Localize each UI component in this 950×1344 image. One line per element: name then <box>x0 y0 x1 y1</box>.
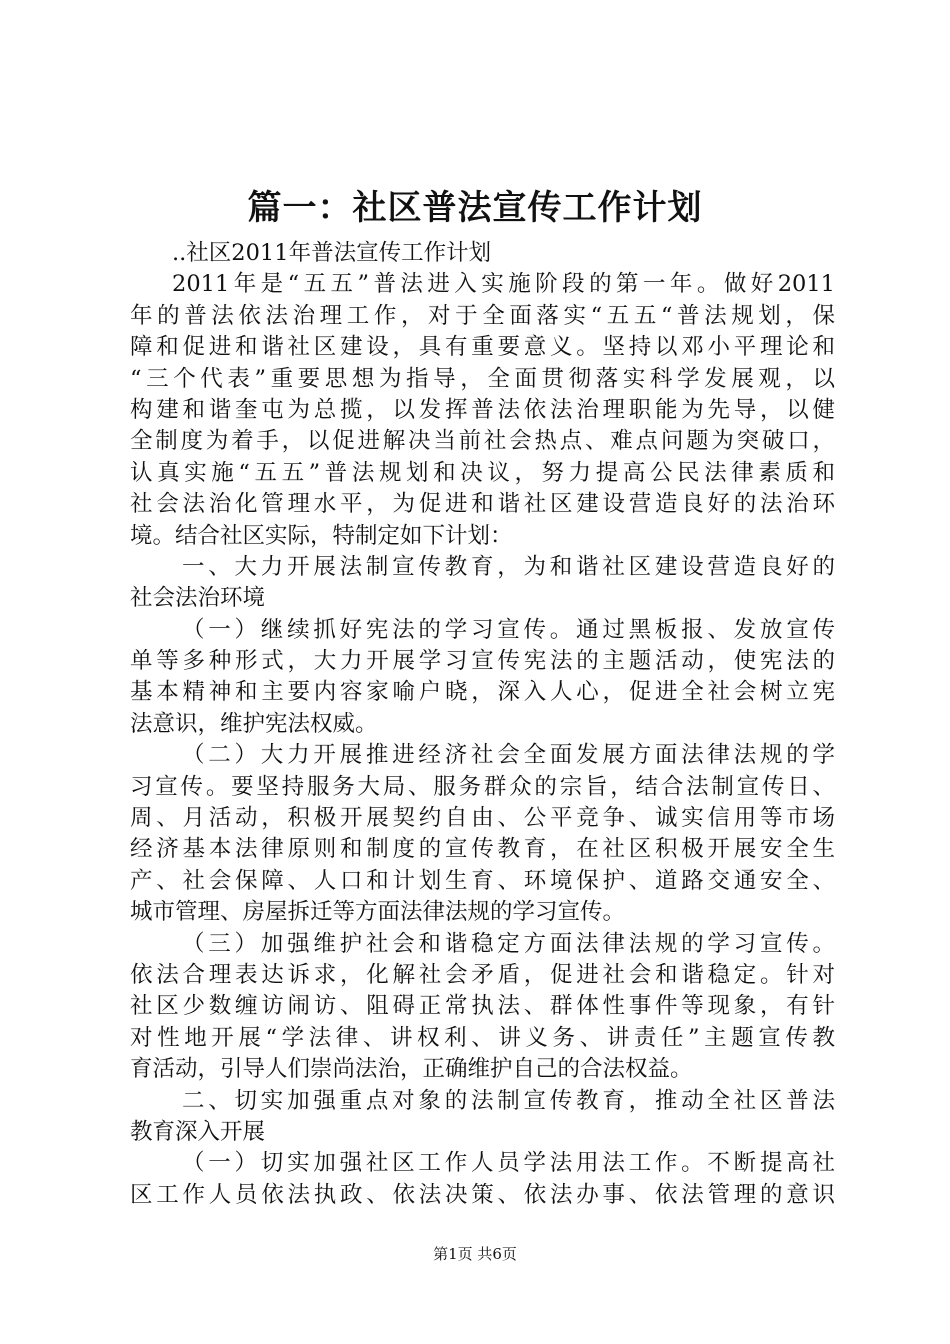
body-line: 2011年是“五五”普法进入实施阶段的第一年。做好2011 <box>172 271 835 298</box>
body-line: 单等多种形式，大力开展学习宣传宪法的主题活动，使宪法的 <box>130 648 835 675</box>
body-line: 社区少数缠访闹访、阻碍正常执法、群体性事件等现象，有针 <box>130 993 835 1020</box>
body-line: 习宣传。要坚持服务大局、服务群众的宗旨，结合法制宣传日、 <box>130 773 835 800</box>
body-line: 区工作人员依法执政、依法决策、依法办事、依法管理的意识 <box>130 1181 835 1208</box>
body-line: 二、切实加强重点对象的法制宣传教育，推动全社区普法 <box>182 1087 835 1114</box>
body-line: （一）继续抓好宪法的学习宣传。通过黑板报、发放宣传 <box>182 616 835 643</box>
body-line: 育活动，引导人们崇尚法治，正确维护自己的合法权益。 <box>130 1056 693 1083</box>
body-line: 教育深入开展 <box>130 1118 266 1145</box>
body-line: 全制度为着手，以促进解决当前社会热点、难点问题为突破口， <box>130 428 835 455</box>
body-line: “三个代表”重要思想为指导，全面贯彻落实科学发展观，以 <box>130 365 835 392</box>
body-line: 产、社会保障、人口和计划生育、环境保护、道路交通安全、 <box>130 867 835 894</box>
body-line: 年的普法依法治理工作，对于全面落实“五五“普法规划，保 <box>130 302 835 329</box>
body-line: 障和促进和谐社区建设，具有重要意义。坚持以邓小平理论和 <box>130 334 835 361</box>
document-body <box>130 238 835 1211</box>
body-line: 依法合理表达诉求，化解社会矛盾，促进社会和谐稳定。针对 <box>130 961 835 988</box>
body-line: 经济基本法律原则和制度的宣传教育，在社区积极开展安全生 <box>130 836 835 863</box>
body-line: 一、大力开展法制宣传教育，为和谐社区建设营造良好的 <box>182 553 835 580</box>
body-line: （一）切实加强社区工作人员学法用法工作。不断提高社 <box>182 1150 835 1177</box>
body-line: 构建和谐奎屯为总揽，以发挥普法依法治理职能为先导，以健 <box>130 396 835 423</box>
body-line: 周、月活动，积极开展契约自由、公平竞争、诚实信用等市场 <box>130 805 835 832</box>
body-line: 基本精神和主要内容家喻户晓，深入人心，促进全社会树立宪 <box>130 679 835 706</box>
page-footer: 第1页 共6页 <box>433 1245 517 1263</box>
body-line: 法意识，维护宪法权威。 <box>130 710 378 737</box>
body-line: （二）大力开展推进经济社会全面发展方面法律法规的学 <box>182 742 835 769</box>
document-title: 篇一：社区普法宣传工作计划 <box>247 188 703 228</box>
body-line: ..社区2011年普法宣传工作计划 <box>172 240 492 266</box>
body-line: 城市管理、房屋拆迁等方面法律法规的学习宣传。 <box>130 899 626 926</box>
body-line: 境。结合社区实际，特制定如下计划： <box>130 522 513 549</box>
body-line: （三）加强维护社会和谐稳定方面法律法规的学习宣传。 <box>182 930 835 957</box>
body-line: 社会法治化管理水平，为促进和谐社区建设营造良好的法治环 <box>130 491 835 518</box>
body-line: 认真实施“五五”普法规划和决议，努力提高公民法律素质和 <box>130 459 835 486</box>
body-line: 社会法治环境 <box>130 585 266 612</box>
body-line: 对性地开展“学法律、讲权利、讲义务、讲责任”主题宣传教 <box>130 1024 835 1051</box>
